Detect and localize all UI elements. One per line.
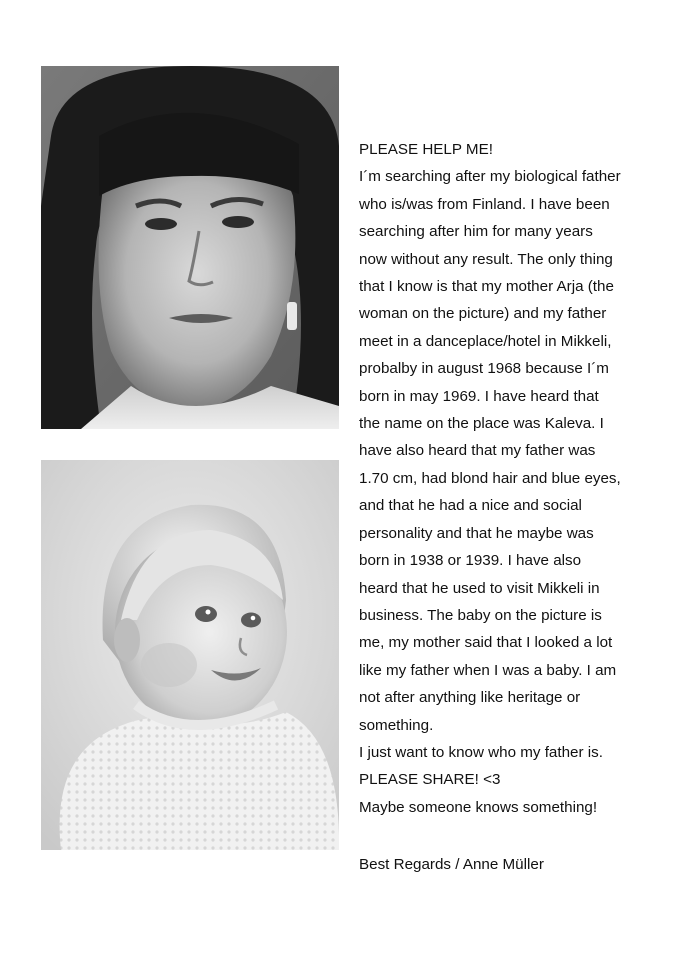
letter-line: born in may 1969. I have heard that [359,387,599,405]
letter-line: heard that he used to visit Mikkeli in [359,579,600,597]
letter-line: probalby in august 1968 because I´m [359,360,609,378]
letter-line: meet in a danceplace/hotel in Mikkeli, [359,332,612,350]
letter-line: personality and that he maybe was [359,524,594,542]
letter-line: that I know is that my mother Arja (the [359,278,614,296]
letter-body [359,136,659,821]
letter-line: and that he had a nice and social [359,497,582,515]
baby-portrait-image [41,460,339,850]
letter-line: I´m searching after my biological father [359,168,621,186]
letter-line: I just want to know who my father is. [359,743,603,761]
letter-line: born in 1938 or 1939. I have also [359,552,582,570]
letter-line: something. [359,716,434,734]
photo-baby [41,460,339,850]
letter-line: PLEASE SHARE! <3 [359,771,501,789]
letter-line: 1.70 cm, had blond hair and blue eyes, [359,469,621,487]
letter-line: searching after him for many years [359,223,593,241]
letter-line: Maybe someone knows something! [359,798,598,816]
photo-mother [41,66,339,429]
letter-line: not after anything like heritage or [359,689,581,707]
mother-portrait-image [41,66,339,429]
letter-line: have also heard that my father was [359,442,596,460]
letter-line: business. The baby on the picture is [359,606,602,624]
letter-signoff: Best Regards / Anne Müller [359,856,544,873]
letter-line: woman on the picture) and my father [359,305,607,323]
letter-line: now without any result. The only thing [359,250,613,268]
letter-line: me, my mother said that I looked a lot [359,634,613,652]
letter-line: who is/was from Finland. I have been [359,195,610,213]
letter-line: PLEASE HELP ME! [359,141,493,158]
letter-line: the name on the place was Kaleva. I [359,415,604,433]
letter-line: like my father when I was a baby. I am [359,661,617,679]
